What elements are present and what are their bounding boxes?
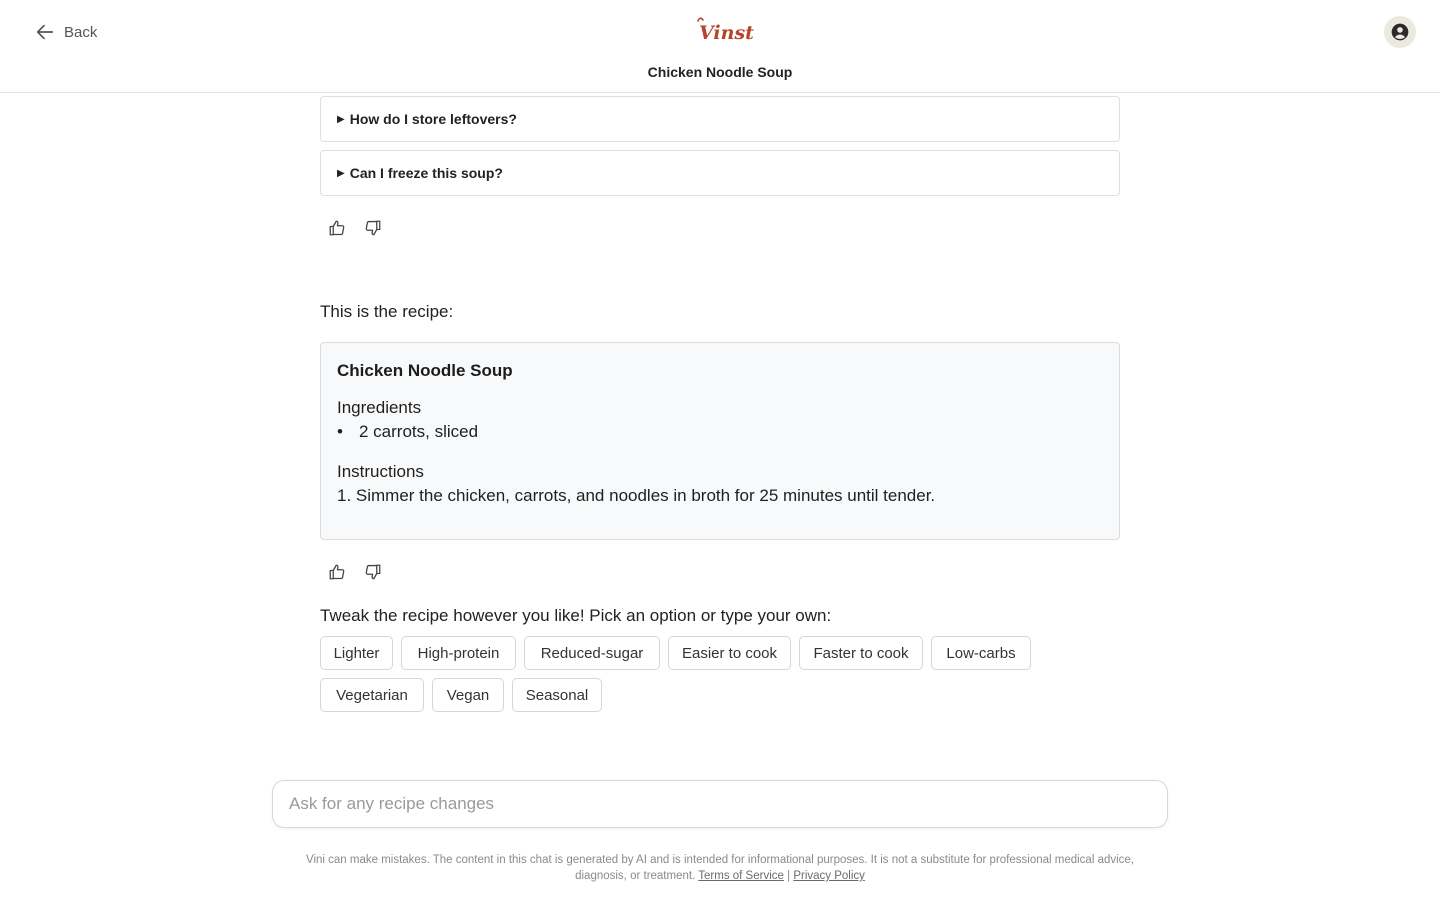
profile-avatar[interactable]: [1384, 16, 1416, 48]
link-separator: |: [787, 870, 791, 882]
thumbs-down-button[interactable]: [362, 561, 384, 583]
option-chip-high-protein[interactable]: High-protein: [401, 636, 516, 670]
tweak-prompt: Tweak the recipe however you like! Pick an option or type your own:: [320, 606, 832, 625]
recipe-card: [320, 342, 1120, 540]
page-title: Chicken Noodle Soup: [647, 64, 793, 80]
thumbs-up-button[interactable]: [326, 217, 348, 239]
ingredients-heading: Ingredients: [337, 398, 422, 417]
faq-item-store-leftovers[interactable]: [320, 96, 1120, 142]
option-chip-vegetarian[interactable]: Vegetarian: [320, 678, 424, 712]
privacy-policy-link[interactable]: Privacy Policy: [793, 870, 865, 882]
thumbs-up-button[interactable]: [326, 561, 348, 583]
vinst-logo[interactable]: [694, 14, 754, 48]
caret-right-icon: ▶: [337, 167, 345, 179]
thumbs-up-icon: [328, 563, 346, 581]
option-chip-low-carbs[interactable]: Low-carbs: [931, 636, 1031, 670]
disclaimer: [270, 852, 1170, 884]
instructions-heading: Instructions: [337, 462, 424, 481]
faq-item-freeze-soup[interactable]: [320, 150, 1120, 196]
top-header: [0, 0, 1440, 93]
thumbs-down-icon: [364, 219, 382, 237]
thumbs-down-icon: [364, 563, 382, 581]
recipe-title: Chicken Noodle Soup: [337, 361, 513, 380]
feedback-row: [326, 217, 384, 239]
option-chip-faster-to-cook[interactable]: Faster to cook: [799, 636, 923, 670]
disclaimer-line-1: Vini can make mistakes. The content in this chat is generated by AI and is intended for informational purposes. It is not a substitute for professional medical advice,: [305, 854, 1135, 866]
ingredient-item: • 2 carrots, sliced: [337, 422, 478, 442]
faq-question: How do I store leftovers?: [349, 111, 517, 127]
feedback-row: [326, 561, 384, 583]
option-chip-lighter[interactable]: Lighter: [320, 636, 393, 670]
option-chip-easier-to-cook[interactable]: Easier to cook: [668, 636, 791, 670]
ingredients-list: [337, 422, 478, 442]
back-button[interactable]: [34, 20, 97, 44]
user-circle-icon: [1390, 22, 1410, 42]
disclaimer-text: diagnosis, or treatment.: [575, 870, 696, 882]
recipe-change-input[interactable]: [273, 781, 1167, 827]
option-chip-reduced-sugar[interactable]: Reduced-sugar: [524, 636, 660, 670]
caret-right-icon: ▶: [337, 113, 345, 125]
chat-input-container: [272, 780, 1168, 828]
instruction-step: 1. Simmer the chicken, carrots, and noodles in broth for 25 minutes until tender.: [337, 486, 936, 505]
option-chip-seasonal[interactable]: Seasonal: [512, 678, 602, 712]
thumbs-down-button[interactable]: [362, 217, 384, 239]
arrow-left-icon: [34, 21, 56, 43]
back-label: Back: [64, 23, 98, 41]
option-chip-vegan[interactable]: Vegan: [432, 678, 504, 712]
terms-of-service-link[interactable]: Terms of Service: [698, 870, 784, 882]
faq-question: Can I freeze this soup?: [349, 165, 503, 181]
thumbs-up-icon: [328, 219, 346, 237]
disclaimer-line-2: [270, 868, 1170, 884]
assistant-message-intro: This is the recipe:: [320, 302, 454, 321]
logo-text: Vinst: [699, 22, 754, 44]
